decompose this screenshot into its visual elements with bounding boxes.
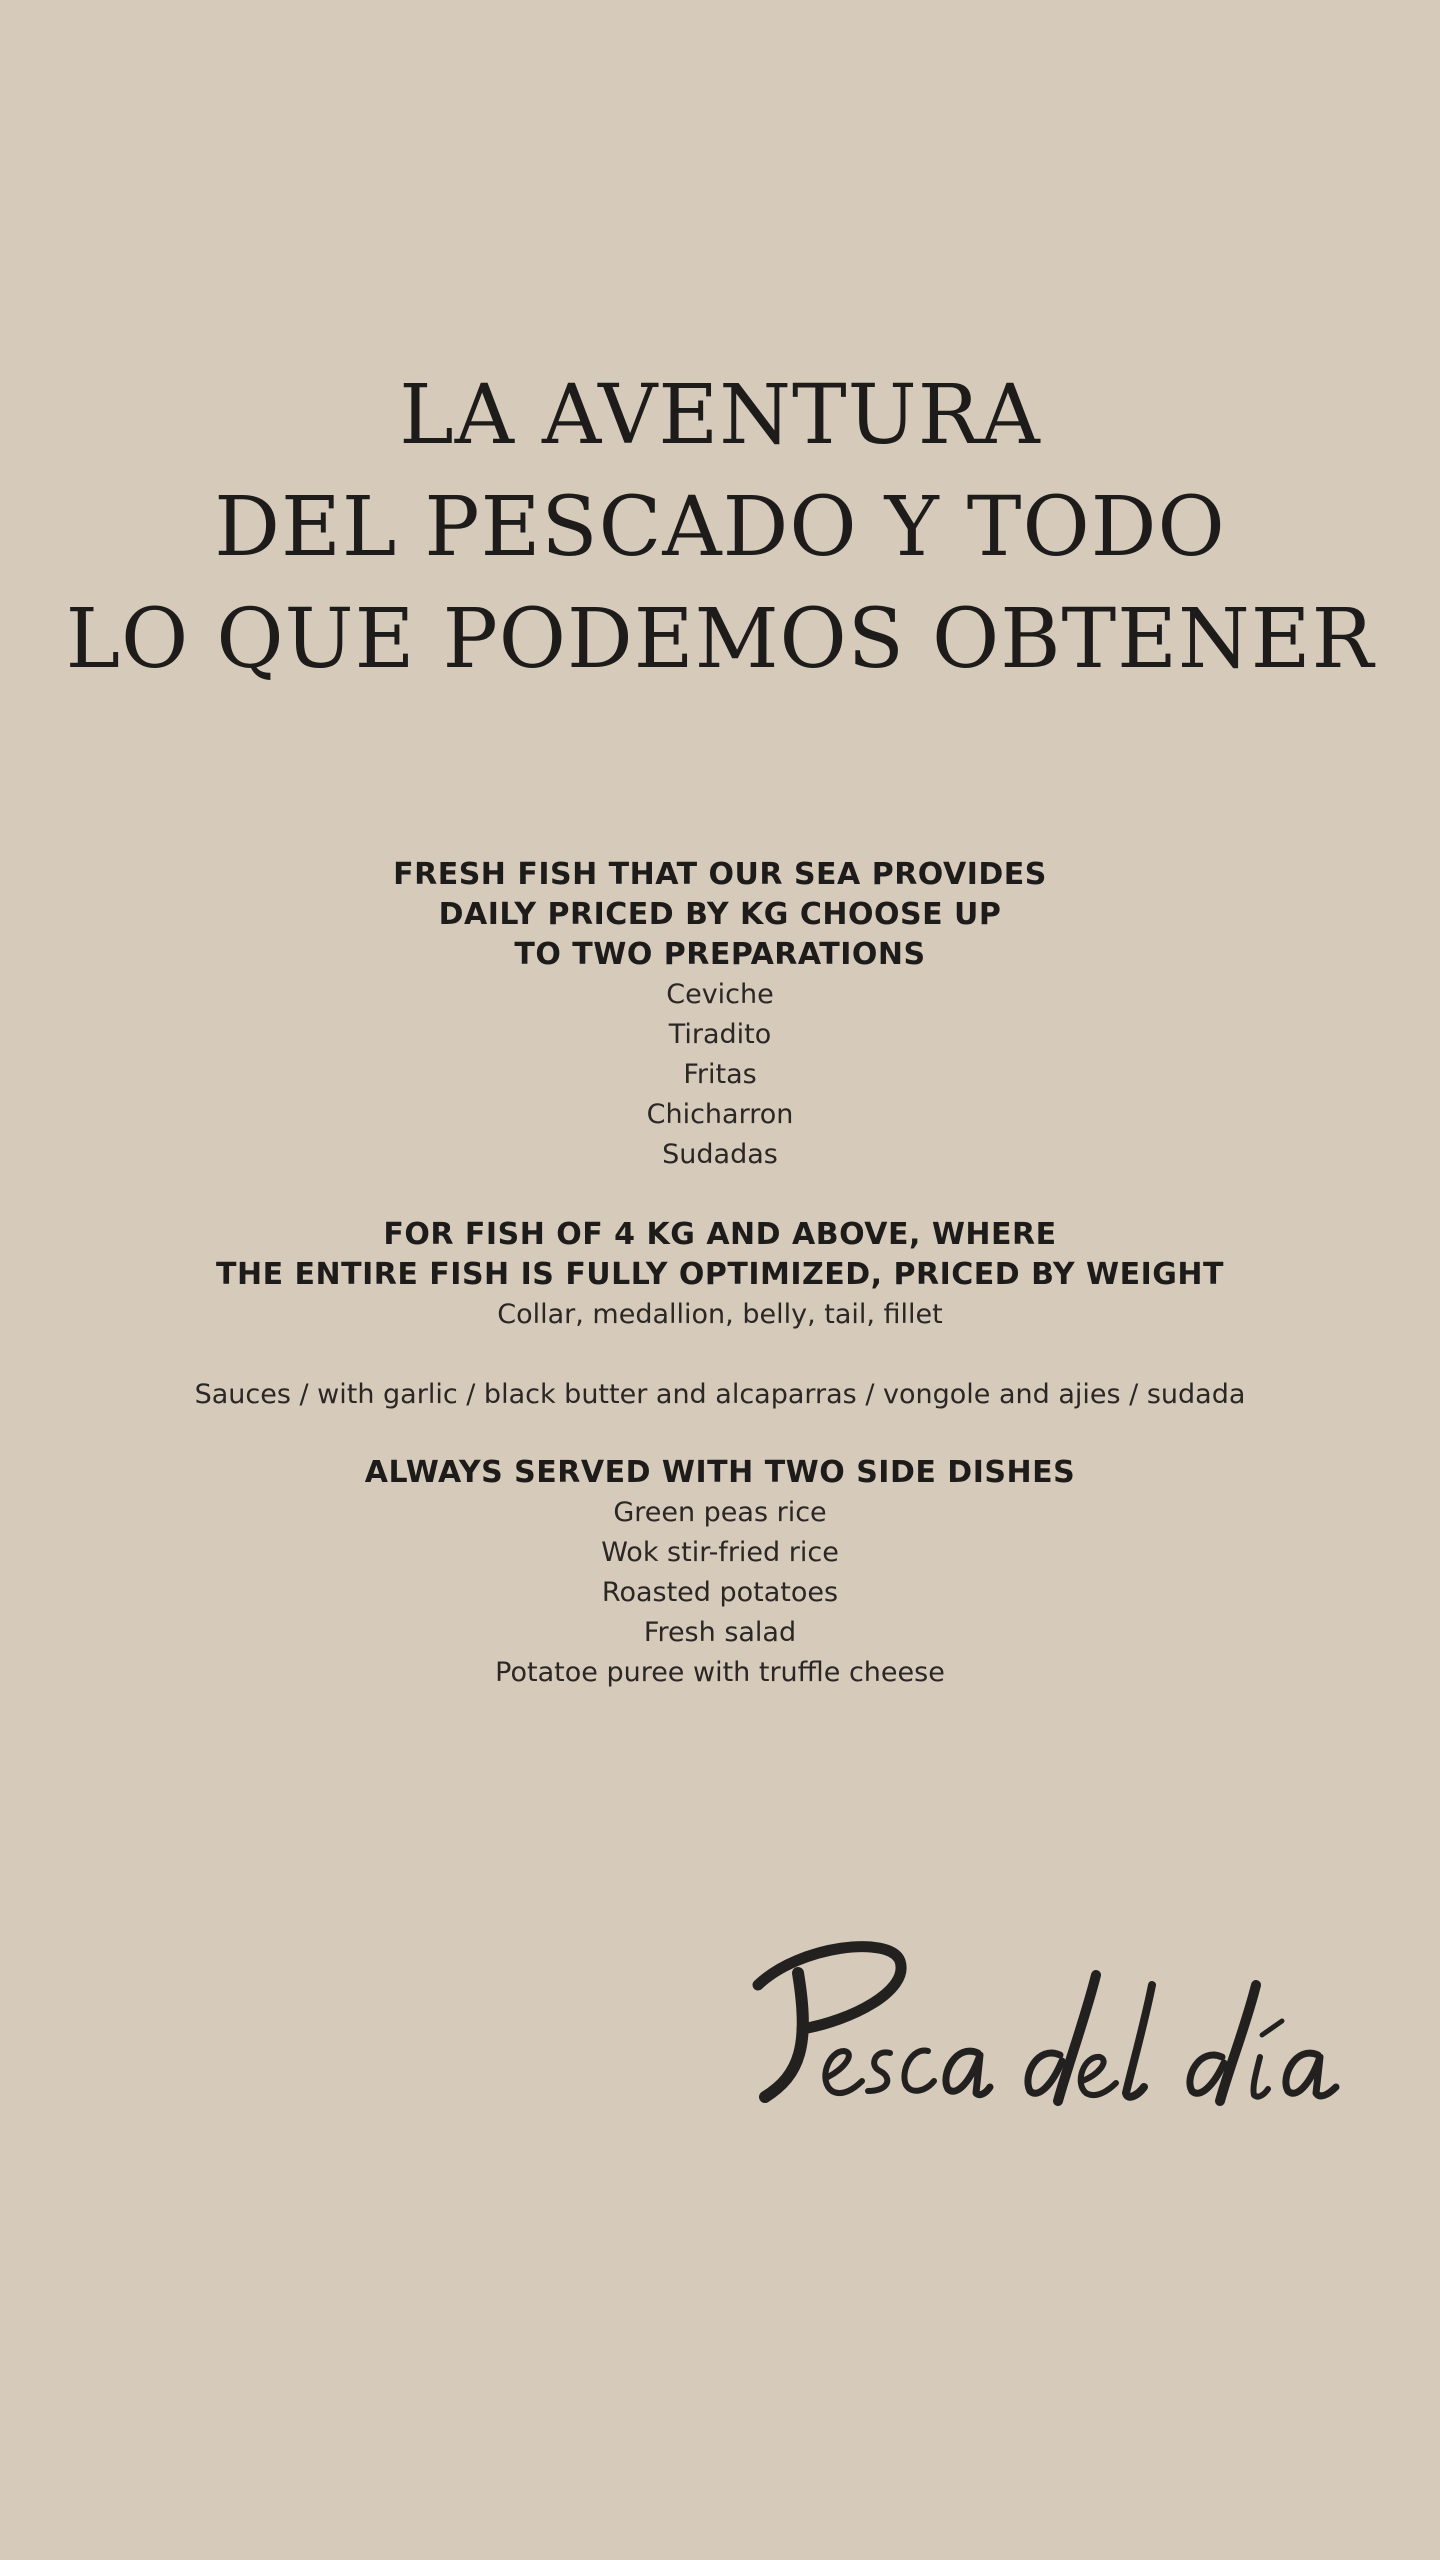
fresh-fish-heading-line-2: DAILY PRICED BY KG CHOOSE UP [438,897,1002,932]
section-spacer [0,1175,1440,1215]
pesca-del-dia-signature [740,1925,1360,2115]
section-spacer [0,1415,1440,1453]
title-line-2: DEL PESCADO Y TODO [214,480,1226,575]
sauces-list: Sauces / with garlic / black butter and alcaparras / vongole and ajies / sudada [194,1379,1246,1410]
side-dish-item: Roasted potatoes [601,1577,839,1608]
handwritten-signature-graphic [740,1925,1360,2115]
sauces-section [0,1375,1440,1415]
page-title [0,360,1440,696]
large-fish-heading-line-1: FOR FISH OF 4 KG AND ABOVE, WHERE [383,1217,1057,1252]
preparation-item: Tiradito [668,1019,772,1050]
preparation-item: Sudadas [662,1139,778,1170]
fresh-fish-heading-line-1: FRESH FISH THAT OUR SEA PROVIDES [393,857,1047,892]
title-line-3: LO QUE PODEMOS OBTENER [65,592,1375,687]
side-dish-item: Potatoe puree with truffle cheese [495,1657,945,1688]
side-dish-item: Green peas rice [613,1497,827,1528]
side-dish-item: Fresh salad [643,1617,797,1648]
preparation-item: Fritas [683,1059,757,1090]
title-line-1: LA AVENTURA [399,368,1041,463]
large-fish-heading-line-2: THE ENTIRE FISH IS FULLY OPTIMIZED, PRICED BY WEIGHT [216,1257,1224,1292]
fish-cuts-list: Collar, medallion, belly, tail, fillet [497,1299,943,1330]
side-dish-item: Wok stir-fried rice [601,1537,839,1568]
fresh-fish-heading-line-3: TO TWO PREPARATIONS [514,937,926,972]
fresh-fish-section [0,855,1440,1175]
preparation-item: Ceviche [666,979,774,1010]
preparation-item: Chicharron [646,1099,794,1130]
side-dishes-section [0,1453,1440,1693]
side-dishes-heading: ALWAYS SERVED WITH TWO SIDE DISHES [364,1455,1076,1490]
section-spacer [0,1335,1440,1375]
large-fish-section [0,1215,1440,1335]
menu-content [0,855,1440,1693]
